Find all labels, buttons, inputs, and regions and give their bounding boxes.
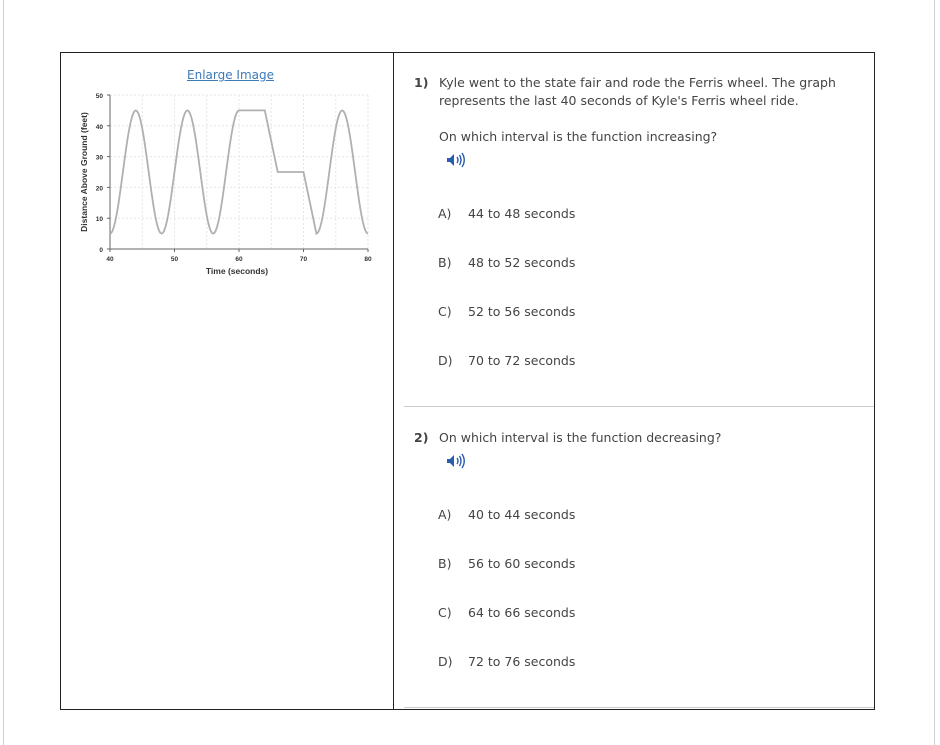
option-letter: B): [438, 255, 452, 270]
option-c[interactable]: [438, 304, 575, 319]
speaker-icon[interactable]: [446, 453, 468, 469]
y-tick-label: 50: [95, 93, 103, 100]
stimulus-pane: [61, 53, 394, 709]
question-number: 1): [414, 75, 429, 90]
option-letter: C): [438, 605, 452, 620]
option-text: 48 to 52 seconds: [468, 255, 576, 270]
quiz-panel: [60, 52, 875, 710]
ferris-wheel-graph: [73, 85, 373, 305]
y-tick-label: 0: [99, 247, 103, 254]
y-tick-label: 20: [95, 185, 103, 193]
option-text: 56 to 60 seconds: [468, 556, 576, 571]
option-text: 40 to 44 seconds: [468, 507, 576, 522]
question-number: 2): [414, 430, 429, 445]
x-tick-label: 50: [170, 256, 179, 263]
option-letter: C): [438, 304, 452, 319]
option-letter: D): [438, 353, 453, 368]
option-b[interactable]: [438, 556, 575, 571]
y-tick-label: 10: [95, 216, 103, 224]
option-d[interactable]: [438, 654, 575, 669]
option-text: 64 to 66 seconds: [468, 605, 576, 620]
option-letter: A): [438, 507, 452, 522]
option-a[interactable]: [438, 206, 575, 221]
questions-pane: [394, 53, 874, 709]
x-axis-label: Time (seconds): [205, 266, 269, 276]
option-c[interactable]: [438, 605, 575, 620]
option-a[interactable]: [438, 507, 575, 522]
option-text: 44 to 48 seconds: [468, 206, 576, 221]
option-d[interactable]: [438, 353, 575, 368]
x-tick-label: 70: [299, 256, 308, 263]
question-stem: Kyle went to the state fair and rode the Ferris wheel. The graph represents the last 40 seconds of Kyle's Ferris wheel ride.: [439, 75, 836, 108]
question-divider: [404, 707, 874, 708]
x-tick-labels: [106, 249, 372, 263]
x-tick-label: 60: [235, 256, 243, 263]
y-axis-label: Distance Above Ground (feet): [79, 112, 89, 232]
question-prompt: On which interval is the function decreasing?: [439, 430, 722, 445]
speaker-icon[interactable]: [446, 152, 468, 168]
option-text: 70 to 72 seconds: [468, 353, 576, 368]
y-tick-labels: [96, 93, 110, 254]
question-divider: [404, 406, 874, 407]
question-prompt: On which interval is the function increasing?: [439, 129, 718, 144]
option-text: 72 to 76 seconds: [468, 654, 576, 669]
enlarge-image-link[interactable]: Enlarge Image: [187, 68, 274, 82]
x-tick-label: 40: [106, 256, 114, 263]
y-tick-label: 40: [95, 123, 103, 131]
option-letter: A): [438, 206, 452, 221]
option-letter: B): [438, 556, 452, 571]
option-b[interactable]: [438, 255, 575, 270]
x-tick-label: 80: [364, 256, 372, 263]
option-text: 52 to 56 seconds: [468, 304, 576, 319]
option-letter: D): [438, 654, 453, 669]
y-tick-label: 30: [95, 154, 103, 162]
